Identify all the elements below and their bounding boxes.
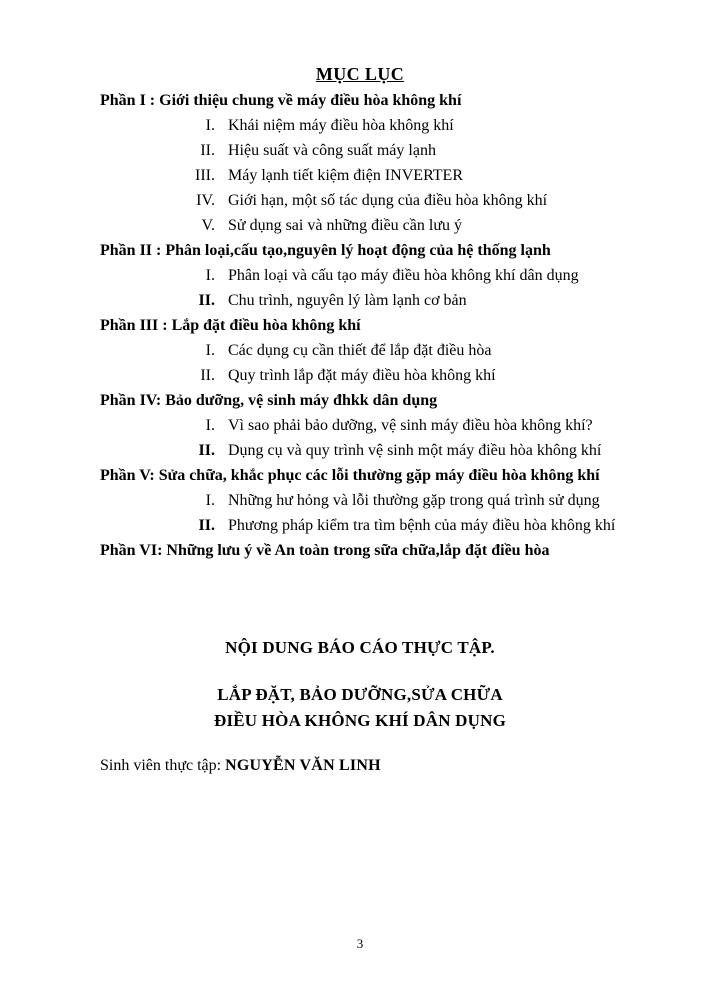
toc-item-text: Quy trình lắp đặt máy điều hòa không khí (228, 367, 496, 384)
report-heading: NỘI DUNG BÁO CÁO THỰC TẬP. (225, 638, 495, 657)
student-name: NGUYỄN VĂN LINH (225, 757, 381, 774)
toc-item-text: Hiệu suất và công suất máy lạnh (228, 142, 436, 159)
toc-item-text: Phương pháp kiểm tra tìm bệnh của máy điều hòa không khí (228, 517, 616, 534)
toc-item (100, 438, 620, 463)
report-subtitle-line2: ĐIỀU HÒA KHÔNG KHÍ DÂN DỤNG (213, 711, 507, 730)
toc-item (100, 413, 620, 438)
toc-item (100, 338, 620, 363)
toc-item-numeral: I. (205, 492, 215, 509)
toc-item-text: Khái niệm máy điều hòa không khí (228, 117, 454, 134)
page-number: 3 (356, 936, 364, 951)
report-subtitle-line1: LẮP ĐẶT, BẢO DƯỠNG,SỬA CHỮA (217, 685, 503, 704)
toc-item (100, 113, 620, 138)
toc-item (100, 213, 620, 238)
toc-item-numeral: II. (198, 517, 215, 534)
toc-section-heading: Phần V: Sửa chữa, khắc phục các lỗi thường gặp máy điều hòa không khí (100, 467, 600, 484)
page-title: MỤC LỤC (315, 64, 405, 84)
toc-item-text: Sử dụng sai và những điều cần lưu ý (228, 217, 462, 234)
toc-item-text: Phân loại và cấu tạo máy điều hòa không khí dân dụng (228, 267, 579, 284)
toc-item (100, 488, 620, 513)
toc-item-numeral: I. (205, 417, 215, 434)
toc-item-numeral: I. (205, 342, 215, 359)
toc-item-text: Những hư hỏng và lỗi thường gặp trong quá trình sử dụng (228, 492, 600, 509)
toc-item-numeral: II. (200, 142, 215, 159)
toc-item-numeral: II. (200, 367, 215, 384)
toc-section-heading: Phần IV: Bảo dưỡng, vệ sinh máy đhkk dân dụng (100, 392, 438, 409)
toc-item (100, 513, 620, 538)
toc-item (100, 288, 620, 313)
toc-item-numeral: III. (195, 167, 215, 184)
report-section (100, 635, 620, 779)
toc-item-numeral: IV. (196, 192, 215, 209)
toc-item-numeral: II. (198, 292, 215, 309)
toc-section-heading: Phần I : Giới thiệu chung về máy điều hòa không khí (100, 92, 462, 109)
toc-list (100, 88, 620, 563)
toc-item-text: Chu trình, nguyên lý làm lạnh cơ bản (228, 292, 467, 309)
toc-item-numeral: V. (201, 217, 215, 234)
toc-item (100, 263, 620, 288)
document-content (100, 0, 620, 779)
toc-item-text: Máy lạnh tiết kiệm điện INVERTER (228, 167, 463, 184)
toc-item-text: Các dụng cụ cần thiết để lắp đặt điều hòa (228, 342, 492, 359)
toc-item-text: Vì sao phải bảo dưỡng, vệ sinh máy điều hòa không khí? (228, 417, 593, 434)
toc-item-text: Giới hạn, một số tác dụng của điều hòa không khí (228, 192, 548, 209)
toc-section-heading: Phần VI: Những lưu ý về An toàn trong sữa chữa,lắp đặt điều hòa (100, 542, 550, 559)
toc-item (100, 363, 620, 388)
toc-section-heading: Phần III : Lắp đặt điều hòa không khí (100, 317, 361, 334)
student-label: Sinh viên thực tập: (100, 757, 226, 774)
toc-item-numeral: I. (205, 267, 215, 284)
toc-item (100, 163, 620, 188)
toc-item-numeral: I. (205, 117, 215, 134)
toc-item (100, 138, 620, 163)
toc-item-text: Dụng cụ và quy trình vệ sinh một máy điều hòa không khí (228, 442, 602, 459)
student-line (100, 753, 620, 779)
toc-item (100, 188, 620, 213)
toc-item-numeral: II. (198, 442, 215, 459)
toc-section-heading: Phần II : Phân loại,cấu tạo,nguyên lý hoạt động của hệ thống lạnh (100, 242, 551, 259)
